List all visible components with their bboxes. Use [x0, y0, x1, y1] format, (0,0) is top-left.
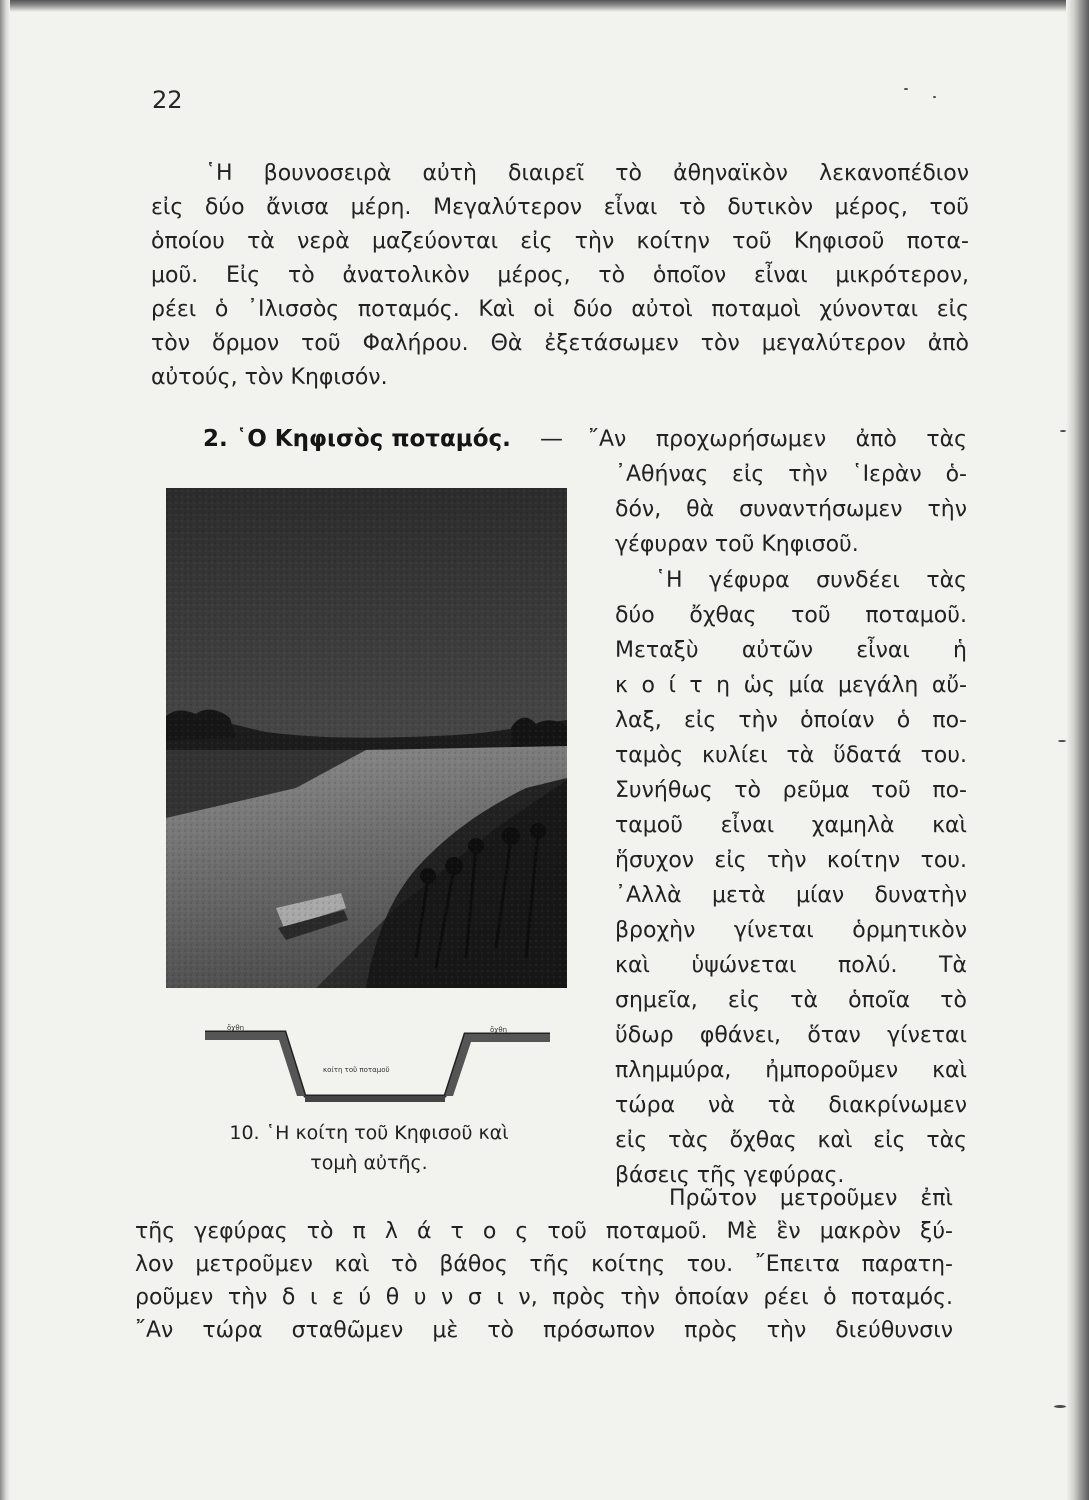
section-line-4: γέφυραν τοῦ Κηφισοῦ. [615, 532, 859, 557]
scan-speck [1060, 430, 1066, 432]
section-line-16: καὶ ὑψώνεται πολύ. Τὰ [615, 953, 967, 978]
intro-line-6: τὸν ὅρμον τοῦ Φαλήρου. Θὰ ἐξετάσωμεν τὸν μεγαλύτερον ἀπὸ [151, 331, 969, 356]
section-line-3: δόν, θὰ συναντήσωμεν τὴν [615, 497, 967, 522]
section-line-22: βάσεις τῆς γεφύρας. [615, 1163, 845, 1188]
section-line-12: ταμοῦ εἶναι χαμηλὰ καὶ [615, 813, 967, 838]
scan-speck [1058, 740, 1066, 742]
section-line-18: ὕδωρ φθάνει, ὅταν γίνεται [615, 1023, 967, 1048]
closing-line-1: Πρῶτον μετροῦμεν ἐπὶ [669, 1186, 953, 1211]
figure-caption-line-2: τομὴ αὐτῆς. [310, 1152, 428, 1174]
intro-line-5: ρέει ὁ ᾿Ιλισσὸς ποταμός. Καὶ οἱ δύο αὐτοὶ ποταμοὶ χύνονται εἰς [151, 297, 969, 322]
left-bank-hatch [205, 1032, 305, 1096]
figure-caption-line-1: 10. ῾Η κοίτη τοῦ Κηφισοῦ καὶ [229, 1122, 509, 1144]
diagram-left-label: ὄχθη [227, 1024, 245, 1032]
section-line-20: τώρα νὰ τὰ διακρίνωμεν [615, 1093, 967, 1118]
section-line-11: Συνήθως τὸ ρεῦμα τοῦ πο- [615, 778, 967, 803]
section-line-1: ῎Αν προχωρήσωμεν ἀπὸ τὰς [588, 427, 967, 452]
page-left-edge [0, 0, 10, 1500]
page-number: 22 [152, 86, 183, 114]
scan-speck [1054, 1405, 1066, 1408]
section-line-13: ἥσυχον εἰς τὴν κοίτην του. [615, 848, 967, 873]
intro-line-1: ῾Η βουνοσειρὰ αὐτὴ διαιρεῖ τὸ ἀθηναϊκὸν λεκανοπέδιον [205, 161, 969, 186]
page-right-edge [1066, 0, 1089, 1500]
section-line-5: ῾Η γέφυρα συνδέει τὰς [655, 568, 967, 593]
closing-line-4: ροῦμεν τὴν δ ι ε ύ θ υ ν σ ι ν, πρὸς τὴν ὁποίαν ρέει ὁ ποταμός. [135, 1285, 953, 1310]
closing-line-5: ῎Αν τώρα σταθῶμεν μὲ τὸ πρόσωπον πρὸς τὴν διεύθυνσιν [135, 1318, 953, 1343]
section-line-9: λαξ, εἰς τὴν ὁποίαν ὁ πο- [615, 708, 967, 733]
section-line-10: ταμὸς κυλίει τὰ ὕδατά του. [615, 743, 967, 768]
diagram-riverbed-label: κοίτη τοῦ ποταμοῦ [323, 1066, 390, 1074]
intro-line-4: μοῦ. Εἰς τὸ ἀνατολικὸν μέρος, τὸ ὁποῖον εἶναι μικρότερον, [151, 263, 969, 288]
section-line-8: κ ο ί τ η ὡς μία μεγάλη αὔ- [615, 673, 967, 698]
section-line-7: Μεταξὺ αὐτῶν εἶναι ἡ [615, 638, 967, 663]
riverbed-cross-section-diagram [205, 1020, 555, 1102]
river-photo [166, 488, 567, 988]
section-line-14: ᾿Αλλὰ μετὰ μίαν δυνατὴν [615, 883, 967, 908]
section-line-17: σημεῖα, εἰς τὰ ὁποῖα τὸ [615, 988, 967, 1013]
riverbed-floor [305, 1096, 445, 1102]
section-line-21: εἰς τὰς ὄχθας καὶ εἰς τὰς [615, 1128, 967, 1153]
section-line-2: ᾿Αθήνας εἰς τὴν ῾Ιερὰν ὁ- [615, 462, 967, 487]
section-line-6: δύο ὄχθας τοῦ ποταμοῦ. [615, 603, 967, 628]
intro-line-2: εἰς δύο ἄνισα μέρη. Μεγαλύτερον εἶναι τὸ δυτικὸν μέρος, τοῦ [151, 195, 969, 220]
photo-grain [166, 488, 567, 988]
scan-speck [933, 96, 936, 98]
section-heading: 2. ῾Ο Κηφισὸς ποταμός. [203, 426, 511, 452]
scan-speck [904, 88, 908, 90]
page-top-edge [0, 0, 1089, 12]
intro-line-7: αὐτούς, τὸν Κηφισόν. [151, 365, 388, 390]
diagram-right-label: ὄχθη [490, 1026, 508, 1034]
closing-line-3: λον μετροῦμεν καὶ τὸ βάθος τῆς κοίτης του. ῎Επειτα παρατη- [135, 1252, 953, 1277]
closing-line-2: τῆς γεφύρας τὸ π λ ά τ ο ς τοῦ ποταμοῦ. Μὲ ἓν μακρὸν ξύ- [135, 1219, 953, 1244]
section-line-15: βροχὴν γίνεται ὁρμητικὸν [615, 918, 967, 943]
intro-line-3: ὁποίου τὰ νερὰ μαζεύονται εἰς τὴν κοίτην τοῦ Κηφισοῦ ποτα- [151, 229, 969, 254]
section-line-19: πλημμύρα, ἠμποροῦμεν καὶ [615, 1058, 967, 1083]
section-dash: — [540, 426, 563, 452]
